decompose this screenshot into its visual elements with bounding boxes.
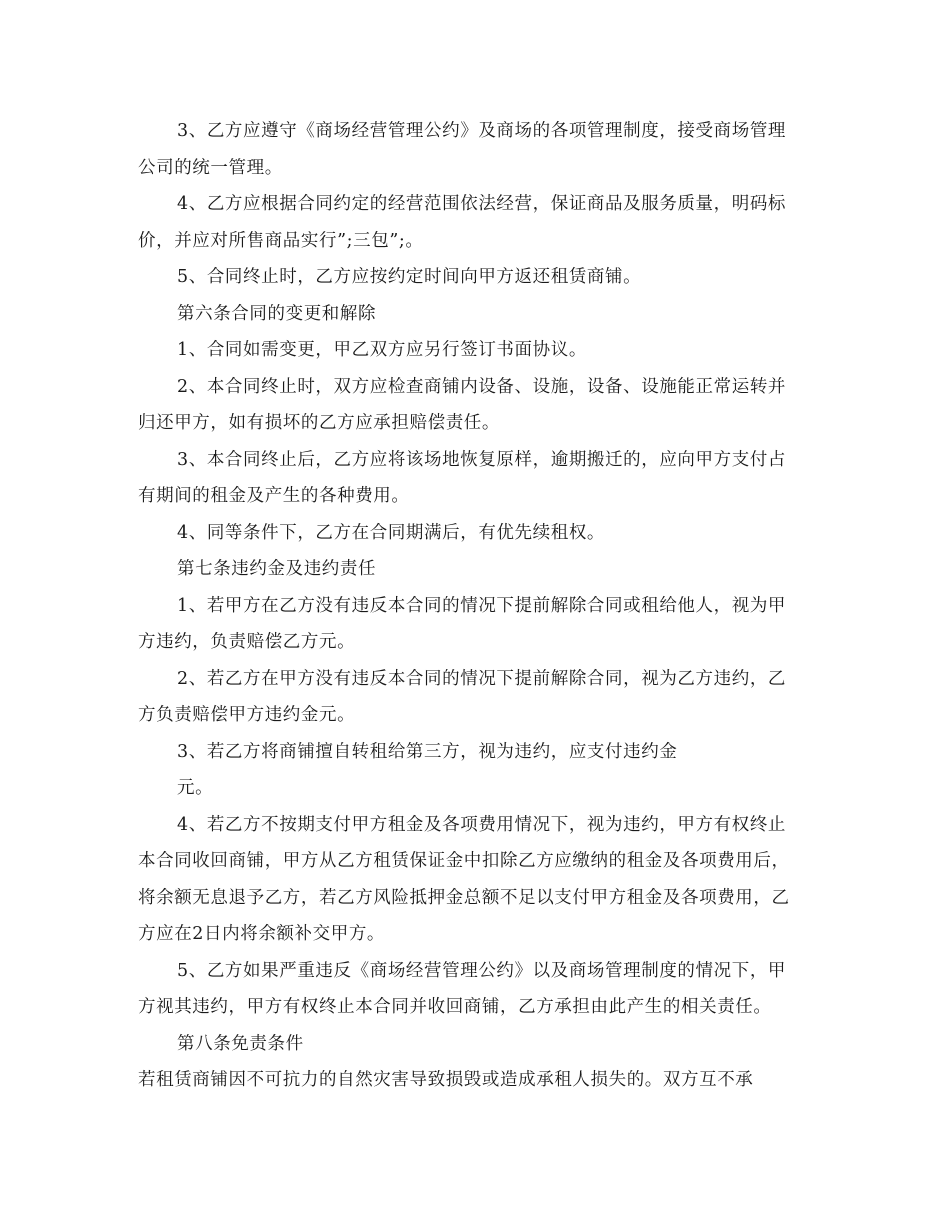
text-line: 3、乙方应遵守《商场经营管理公约》及商场的各项管理制度，接受商场管理: [177, 121, 787, 141]
text-line: 公司的统一管理。: [138, 157, 283, 178]
text-line: 1、合同如需变更，甲乙双方应另行签订书面协议。: [177, 340, 587, 360]
document-body: [138, 113, 818, 1099]
text-line: 归还甲方，如有损坏的乙方应承担赔偿责任。: [138, 413, 500, 433]
section-heading: 第六条合同的变更和解除: [177, 303, 377, 324]
text-line: 5、合同终止时，乙方应按约定时间向甲方返还租赁商铺。: [177, 267, 642, 287]
text-line: 将余额无息退予乙方，若乙方风险抵押金总额不足以支付甲方租金及各项费用，乙: [138, 887, 790, 908]
text-line: 2、若乙方在甲方没有违反本合同的情况下提前解除合同，视为乙方违约，乙: [177, 668, 787, 689]
text-line: 1、若甲方在乙方没有违反本合同的情况下提前解除合同或租给他人，视为甲: [177, 595, 787, 616]
text-line: 方负责赔偿甲方违约金元。: [138, 705, 356, 725]
text-line: 方视其违约，甲方有权终止本合同并收回商铺，乙方承担由此产生的相关责任。: [138, 997, 772, 1017]
text-line: 方违约，负责赔偿乙方元。: [138, 632, 356, 652]
section-heading: 第八条免责条件: [177, 1033, 304, 1054]
text-line: 元。: [177, 778, 214, 798]
text-line: 若租赁商铺因不可抗力的自然灾害导致损毁或造成承租人损失的。双方互不承: [138, 1070, 754, 1090]
text-line: 5、乙方如果严重违反《商场经营管理公约》以及商场管理制度的情况下，甲: [177, 960, 787, 981]
section-heading: 第七条违约金及违约责任: [177, 559, 377, 579]
text-line: 4、若乙方不按期支付甲方租金及各项费用情况下，视为违约，甲方有权终止: [177, 814, 787, 835]
text-line: 2、本合同终止时，双方应检查商铺内设备、设施，设备、设施能正常运转并: [177, 376, 787, 397]
text-line: 有期间的租金及产生的各种费用。: [138, 486, 410, 506]
text-line: 3、若乙方将商铺擅自转租给第三方，视为违约，应支付违约金: [177, 741, 678, 762]
text-line: 4、乙方应根据合同约定的经营范围依法经营，保证商品及服务质量，明码标: [177, 194, 787, 214]
text-line: 方应在2日内将余额补交甲方。: [138, 924, 386, 944]
text-line: 价，并应对所售商品实行”;三包”;。: [138, 230, 424, 251]
text-line: 4、同等条件下，乙方在合同期满后，有优先续租权。: [177, 522, 606, 543]
text-line: 3、本合同终止后，乙方应将该场地恢复原样，逾期搬迁的，应向甲方支付占: [177, 449, 787, 470]
text-line: 本合同收回商铺，甲方从乙方租赁保证金中扣除乙方应缴纳的租金及各项费用后，: [138, 851, 790, 871]
